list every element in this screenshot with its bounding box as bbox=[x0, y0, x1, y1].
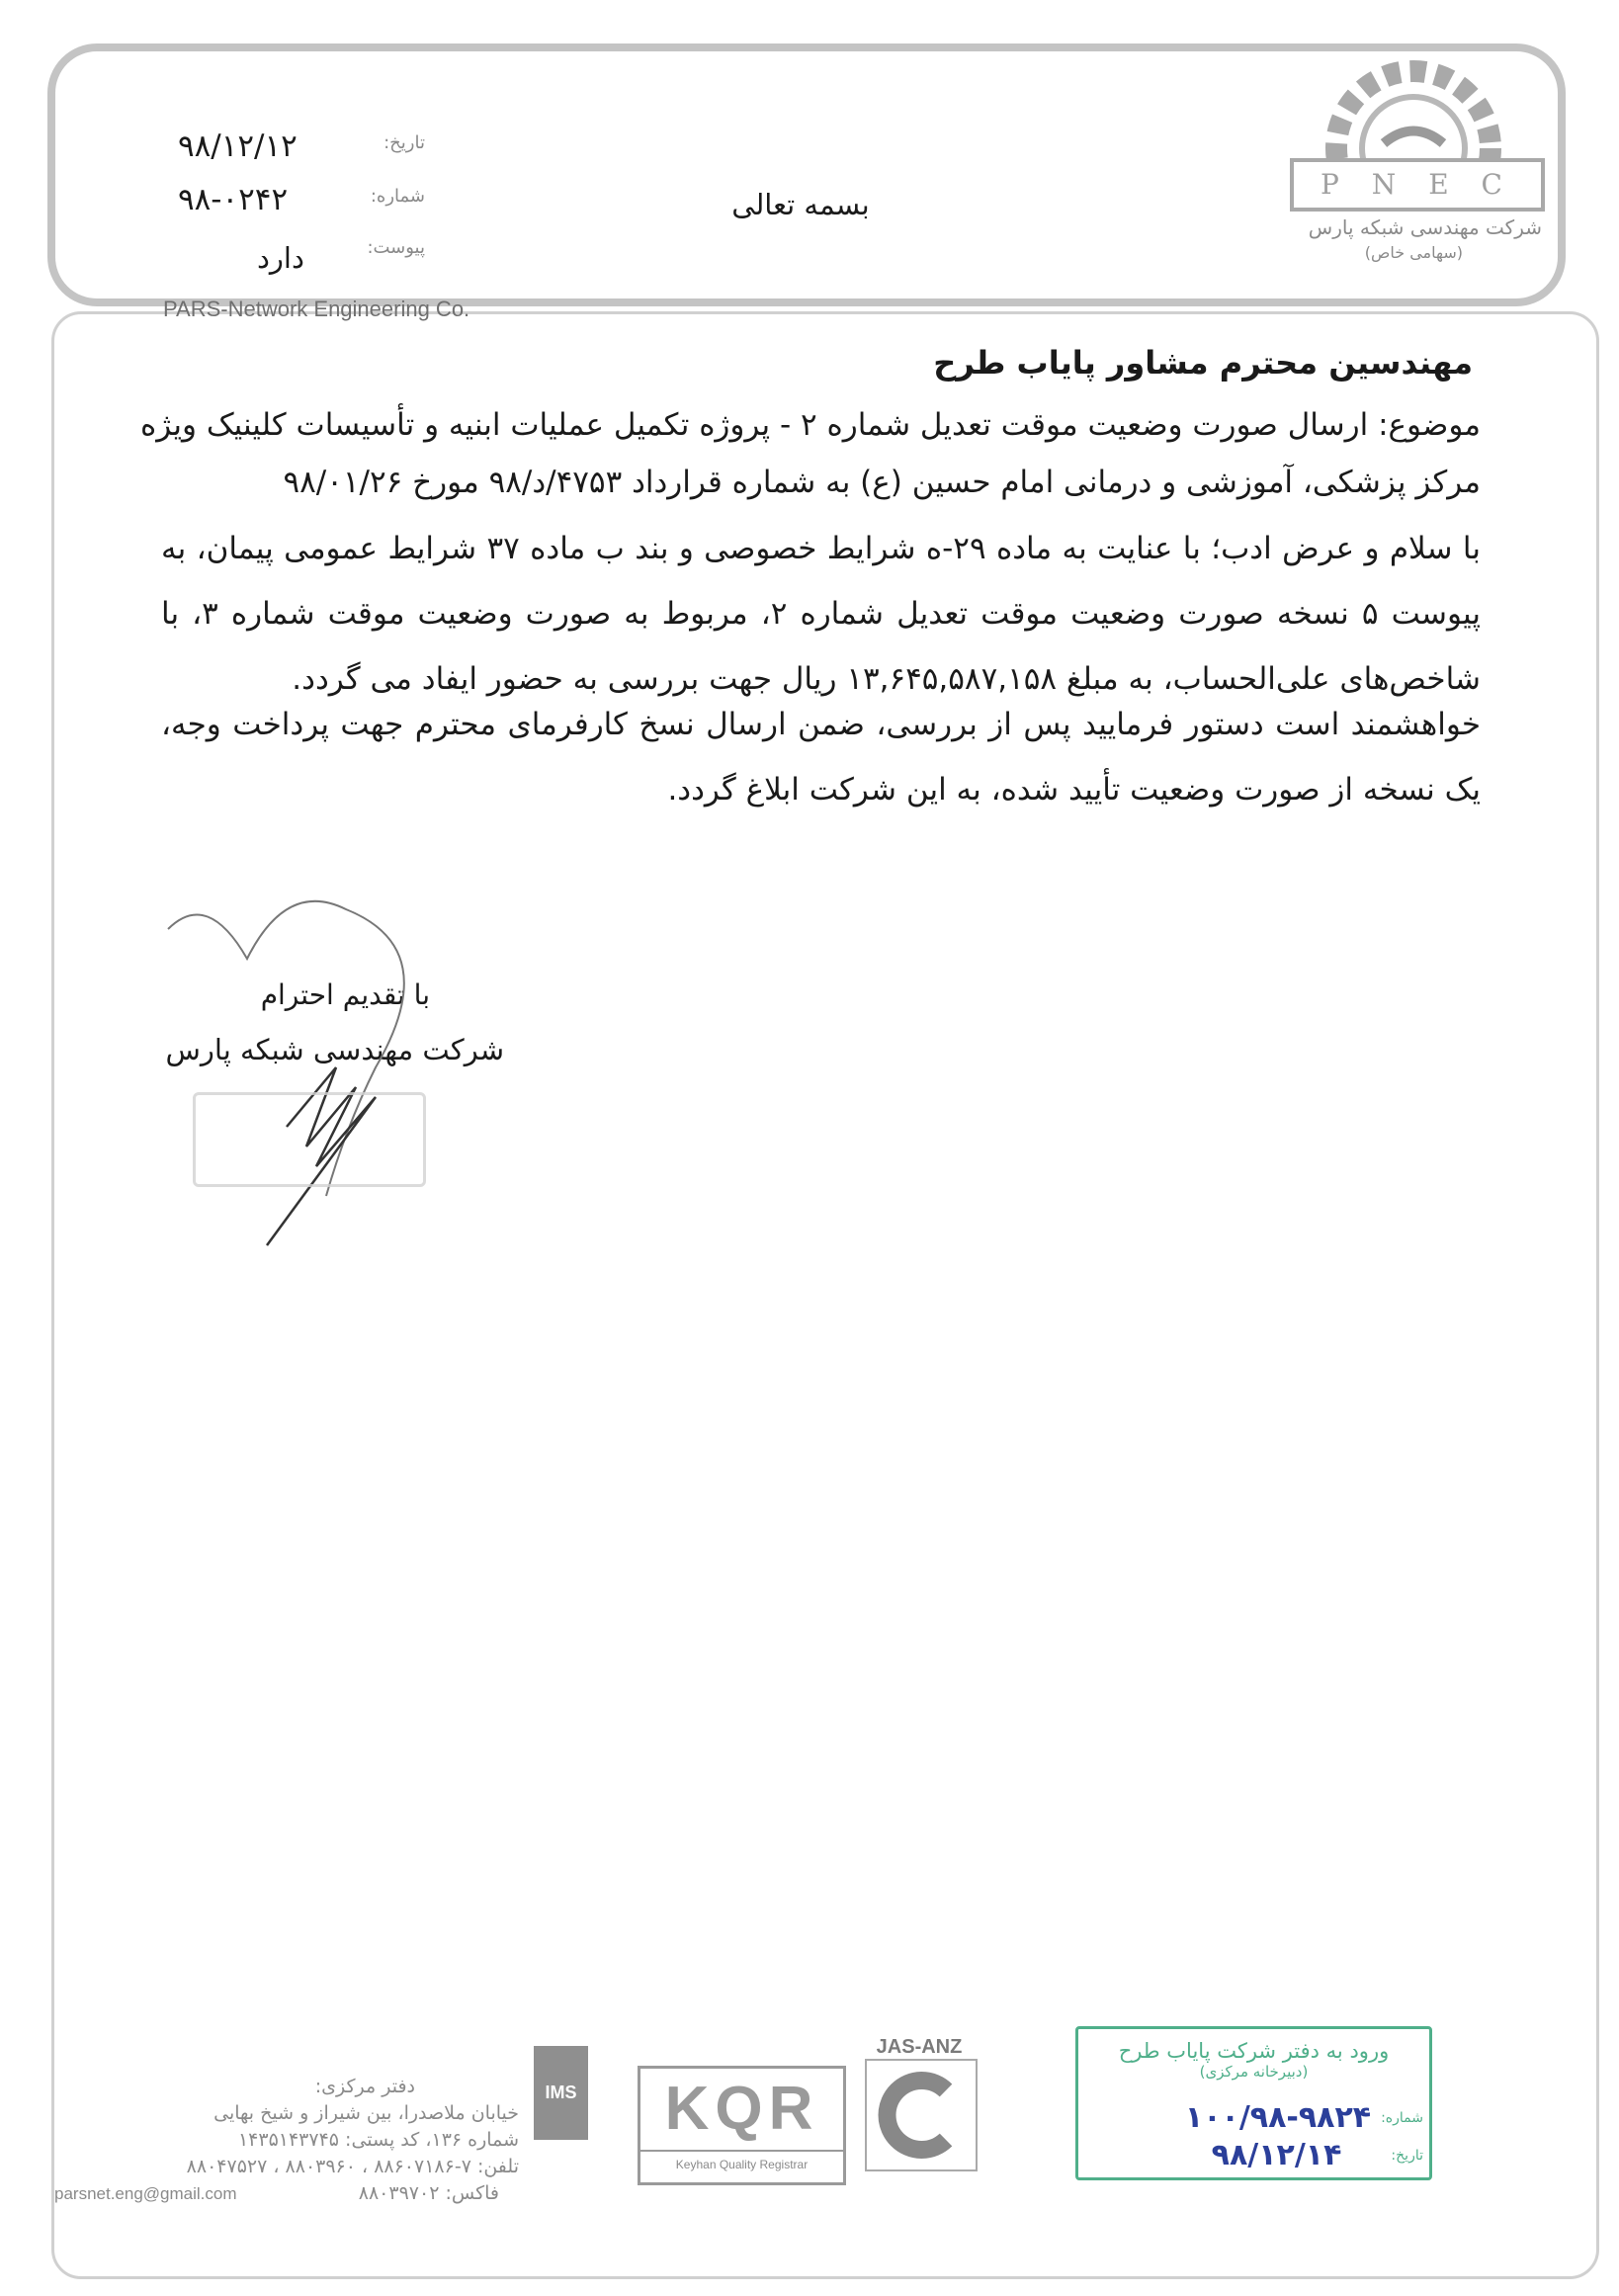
attachment-label: پیوست: bbox=[367, 237, 425, 258]
stamp-date-label: تاریخ: bbox=[1391, 2147, 1423, 2164]
company-type: (سهامی خاص) bbox=[1364, 243, 1463, 262]
cert-kqr-logo bbox=[638, 2066, 846, 2185]
jasanz-c-icon bbox=[865, 2059, 978, 2171]
jasanz-text: JAS-ANZ bbox=[876, 2036, 963, 2058]
stamp-date-value: ۹۸/۱۲/۱۴ bbox=[1211, 2138, 1342, 2172]
number-label: شماره: bbox=[370, 186, 425, 207]
bismillah: بسمه تعالی bbox=[731, 188, 870, 221]
signature-company: شرکت مهندسی شبکه پارس bbox=[165, 1033, 504, 1066]
date-value: ۹۸/۱۲/۱۲ bbox=[178, 128, 298, 164]
footer-address bbox=[54, 2074, 519, 2207]
subject-line-1: موضوع: ارسال صورت وضعیت موقت تعدیل شماره ۲ - پروژه تکمیل عملیات ابنیه و تأسیسات کلینیک ویژه bbox=[140, 407, 1481, 443]
stamp-number-value: ۱۰۰/۹۸-۹۸۲۴ bbox=[1184, 2100, 1372, 2135]
addressee: مهندسین محترم مشاور پایاب طرح bbox=[933, 344, 1473, 382]
subject-line-2: مرکز پزشکی، آموزشی و درمانی امام حسین (ع) به شماره قرارداد ۴۷۵۳/د/۹۸ مورخ ۹۸/۰۱/۲۶ bbox=[283, 465, 1481, 500]
signature-scribble bbox=[148, 870, 544, 1265]
address-line-2: شماره ۱۳۶، کد پستی: ۱۴۳۵۱۴۳۷۴۵ bbox=[237, 2129, 519, 2151]
logo-letters-box bbox=[1290, 158, 1545, 212]
company-name-en: PARS-Network Engineering Co. bbox=[163, 297, 470, 321]
date-label: تاریخ: bbox=[383, 132, 425, 153]
stamp-title: ورود به دفتر شرکت پایاب طرح bbox=[1118, 2039, 1390, 2063]
kqr-text: KQR bbox=[664, 2075, 819, 2143]
stamp-number-label: شماره: bbox=[1381, 2109, 1423, 2126]
attachment-value: دارد bbox=[257, 241, 304, 275]
paragraph-1: با سلام و عرض ادب؛ با عنایت به ماده ۲۹-ه شرایط خصوصی و بند ب ماده ۳۷ شرایط عمومی پیمان، به پیوست ۵ نسخه صورت وضعیت موقت تعدیل شماره ۲، مربوط به صورت وضعیت موقت شماره ۳، با شاخص‌های علی‌الحساب، به مبلغ ۱۳,۶۴۵,۵۸۷,۱۵۸ ریال جهت بررسی به حضور ایفاد می گردد. bbox=[161, 531, 1482, 697]
stamp-subtitle: (دبیرخانه مرکزی) bbox=[1199, 2063, 1309, 2081]
company-logo bbox=[1275, 40, 1552, 267]
closing: با تقدیم احترام bbox=[260, 978, 430, 1011]
office-title: دفتر مرکزی: bbox=[314, 2076, 415, 2097]
email[interactable]: parsnet.eng@gmail.com bbox=[54, 2184, 237, 2203]
address-line-1: خیابان ملاصدرا، بین شیراز و شیخ بهایی bbox=[213, 2102, 519, 2124]
logo-letters: P N E C bbox=[1321, 168, 1514, 201]
company-name-fa: شرکت مهندسی شبکه پارس bbox=[1308, 215, 1542, 239]
phone: تلفن: ۷-۸۸۶۰۷۱۸۶ ، ۸۸۰۳۹۶۰ ، ۸۸۰۴۷۵۲۷ bbox=[186, 2156, 519, 2177]
cert-jasanz-logo bbox=[865, 2036, 974, 2184]
faded-company-stamp bbox=[193, 1092, 426, 1187]
cert-ims-logo: IMS bbox=[534, 2046, 588, 2140]
received-stamp bbox=[1075, 2026, 1432, 2180]
kqr-subtext: Keyhan Quality Registrar bbox=[640, 2150, 843, 2177]
number-value: ۹۸-۰۲۴۲ bbox=[178, 182, 289, 217]
fax: فاکس: ۸۸۰۳۹۷۰۲ bbox=[358, 2182, 499, 2204]
paragraph-2: خواهشمند است دستور فرمایید پس از بررسی، ضمن ارسال نسخ کارفرمای محترم جهت پرداخت وجه، یک نسخه از صورت وضعیت تأیید شده، به این شرکت ابلاغ گردد. bbox=[161, 707, 1481, 808]
